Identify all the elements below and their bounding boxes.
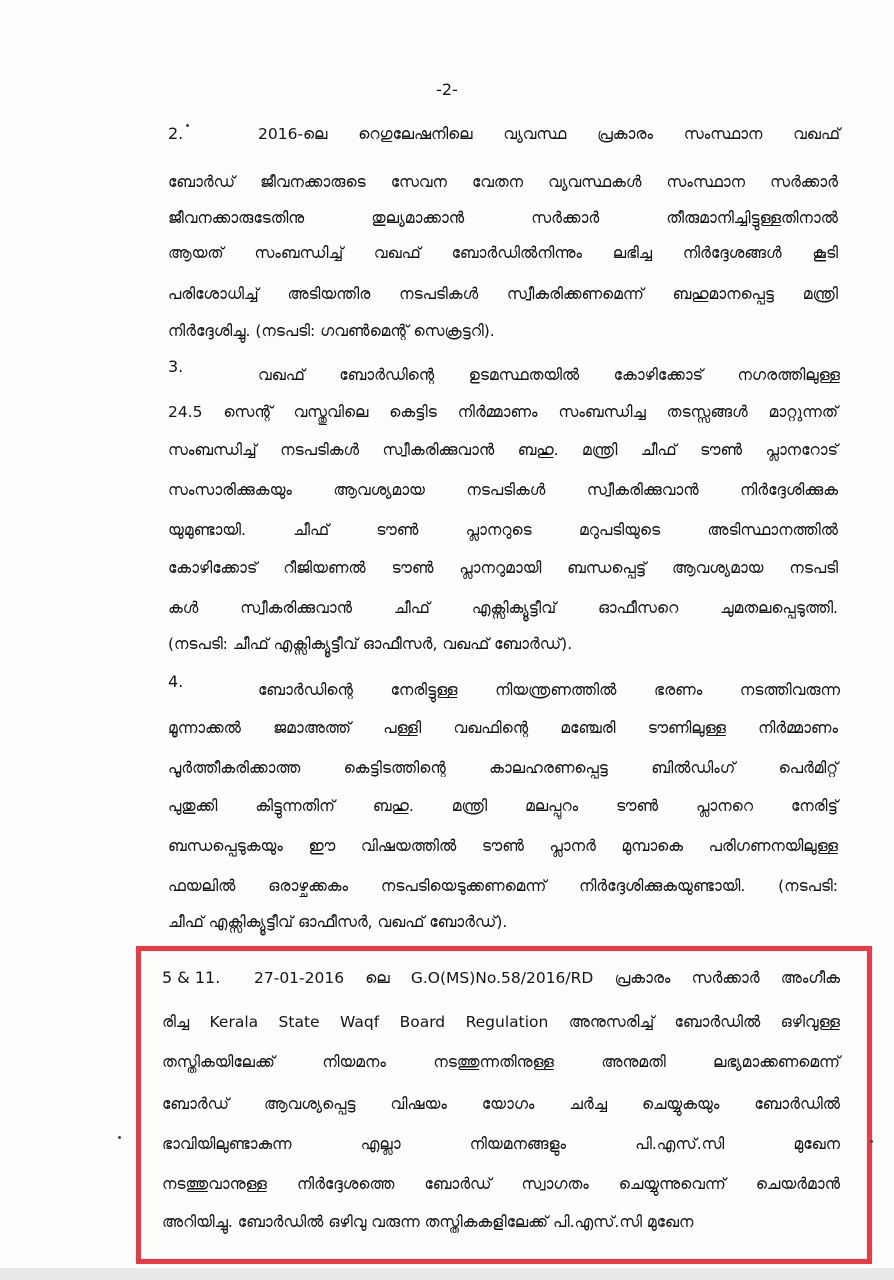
item-4-line: ബോർഡിന്റെ നേരിട്ടുള്ള നിയന്ത്രണത്തിൽ ഭരണം നടത്തിവരുന്ന: [258, 681, 840, 699]
item-4-line: മൂന്നാക്കൽ ജമാഅത്ത് പള്ളി വഖഫിന്റെ മഞ്ചേരി ടൗണിലുള്ള നിർമ്മാണം: [168, 719, 838, 737]
item-3-line: കോഴിക്കോട് റീജിയണൽ ടൗൺ പ്ലാനറുമായി ബന്ധപ്പെട്ട് ആവശ്യമായ നടപടി: [168, 559, 838, 577]
item-3-line: യുമുണ്ടായി. ചീഫ് ടൗൺ പ്ലാനറുടെ മറുപടിയുടെ അടിസ്ഥാനത്തിൽ: [168, 521, 838, 539]
item-4-line: പൂർത്തീകരിക്കാത്ത കെട്ടിടത്തിന്റെ കാലഹരണപ്പെട്ട ബിൽഡിംഗ് പെർമിറ്റ്: [168, 759, 838, 777]
item-2-line: പരിശോധിച്ച് അടിയന്തിര നടപടികൾ സ്വീകരിക്കണമെന്ന് ബഹുമാനപ്പെട്ട മന്ത്രി: [168, 285, 838, 303]
item-3-line: സംബന്ധിച്ച് നടപടികൾ സ്വീകരിക്കുവാൻ ബഹു. മന്ത്രി ചീഫ് ടൗൺ പ്ലാനറോട്: [168, 441, 838, 459]
highlighted-line: 27-01-2016 ലെ G.O(MS)No.58/2016/RD പ്രകാരം സർക്കാർ അംഗീക: [254, 969, 840, 987]
highlighted-line: ഭാവിയിലുണ്ടാകുന്ന എല്ലാ നിയമനങ്ങളും പി.എസ്.സി മുഖേന: [162, 1135, 840, 1153]
item-3-line: 24.5 സെന്റ് വസ്തുവിലെ കെട്ടിട നിർമ്മാണം സംബന്ധിച്ച തടസ്സങ്ങൾ മാറ്റുന്നത്: [168, 403, 838, 421]
item-4-line: ബന്ധപ്പെടുകയും ഈ വിഷയത്തിൽ ടൗൺ പ്ലാനർ മുമ്പാകെ പരിഗണനയിലുള്ള: [168, 837, 838, 855]
item-2-line: നിർദ്ദേശിച്ചു. (നടപടി: ഗവൺമെന്റ് സെക്രട്ടറി).: [168, 322, 495, 340]
item-3-line: സംസാരിക്കുകയും ആവശ്യമായ നടപടികൾ സ്വീകരിക്കുവാൻ നിർദ്ദേശിക്കുക: [168, 481, 838, 499]
highlighted-line: അറിയിച്ചു. ബോർഡിൽ ഒഴിവു വരുന്ന തസ്തികകളിലേക്ക് പി.എസ്.സി മുഖേന: [162, 1213, 694, 1231]
scan-bottom-edge: [0, 1268, 894, 1280]
item-2-line: 2016-ലെ റെഗുലേഷനിലെ വ്യവസ്ഥ പ്രകാരം സംസ്ഥാന വഖഫ്: [258, 125, 840, 143]
scan-speck: [870, 1140, 873, 1143]
scan-speck: [118, 1136, 121, 1139]
highlighted-line: രിച്ച Kerala State Waqf Board Regulation അനുസരിച്ച് ബോർഡിൽ ഒഴിവുള്ള: [162, 1013, 840, 1031]
highlighted-line: നടത്തുവാനുള്ള നിർദ്ദേശത്തെ ബോർഡ് സ്വാഗതം ചെയ്യുന്നുവെന്ന് ചെയർമാൻ: [162, 1175, 840, 1193]
item-2-line: ആയത് സംബന്ധിച്ച് വഖഫ് ബോർഡിൽനിന്നും ലഭിച്ച നിർദ്ദേശങ്ങൾ കൂടി: [168, 244, 838, 262]
scan-speck: [186, 124, 189, 127]
item-4-number: 4.: [168, 672, 184, 691]
item-2-line: ജീവനക്കാരുടേതിനു തുല്യമാക്കാൻ സർക്കാർ തീരുമാനിച്ചിട്ടുള്ളതിനാൽ: [168, 209, 838, 227]
item-4-line: പുതുക്കി കിട്ടുന്നതിന് ബഹു. മന്ത്രി മലപ്പുറം ടൗൺ പ്ലാനറെ നേരിട്ട്: [168, 797, 838, 815]
item-5-11-number: 5 & 11.: [162, 968, 221, 987]
item-3-number: 3.: [168, 357, 184, 376]
item-4-line: ചീഫ് എക്സിക്യൂട്ടീവ് ഓഫീസർ, വഖഫ് ബോർഡ്).: [168, 913, 508, 931]
item-2-number: 2.: [168, 124, 184, 143]
item-3-line: വഖഫ് ബോർഡിന്റെ ഉടമസ്ഥതയിൽ കോഴിക്കോട് നഗരത്തിലുള്ള: [258, 366, 840, 384]
item-2-line: ബോർഡ് ജീവനക്കാരുടെ സേവന വേതന വ്യവസ്ഥകൾ സംസ്ഥാന സർക്കാർ: [168, 173, 838, 191]
page-number: -2-: [436, 80, 458, 99]
highlighted-line: തസ്തികയിലേക്ക് നിയമനം നടത്തുന്നതിനുള്ള അനുമതി ലഭ്യമാക്കണമെന്ന്: [162, 1053, 840, 1071]
item-4-line: ഫയലിൽ ഒരാഴ്ചക്കകം നടപടിയെടുക്കണമെന്ന് നിർദ്ദേശിക്കുകയുണ്ടായി. (നടപടി:: [168, 877, 838, 895]
highlighted-line: ബോർഡ് ആവശ്യപ്പെട്ട വിഷയം യോഗം ചർച്ച ചെയ്യുകയും ബോർഡിൽ: [162, 1095, 840, 1113]
item-3-line: (നടപടി: ചീഫ് എക്സിക്യൂട്ടീവ് ഓഫീസർ, വഖഫ് ബോർഡ്).: [168, 635, 573, 653]
item-3-line: കൾ സ്വീകരിക്കുവാൻ ചീഫ് എക്സിക്യൂട്ടീവ് ഓഫീസറെ ചുമതലപ്പെടുത്തി.: [168, 599, 838, 617]
